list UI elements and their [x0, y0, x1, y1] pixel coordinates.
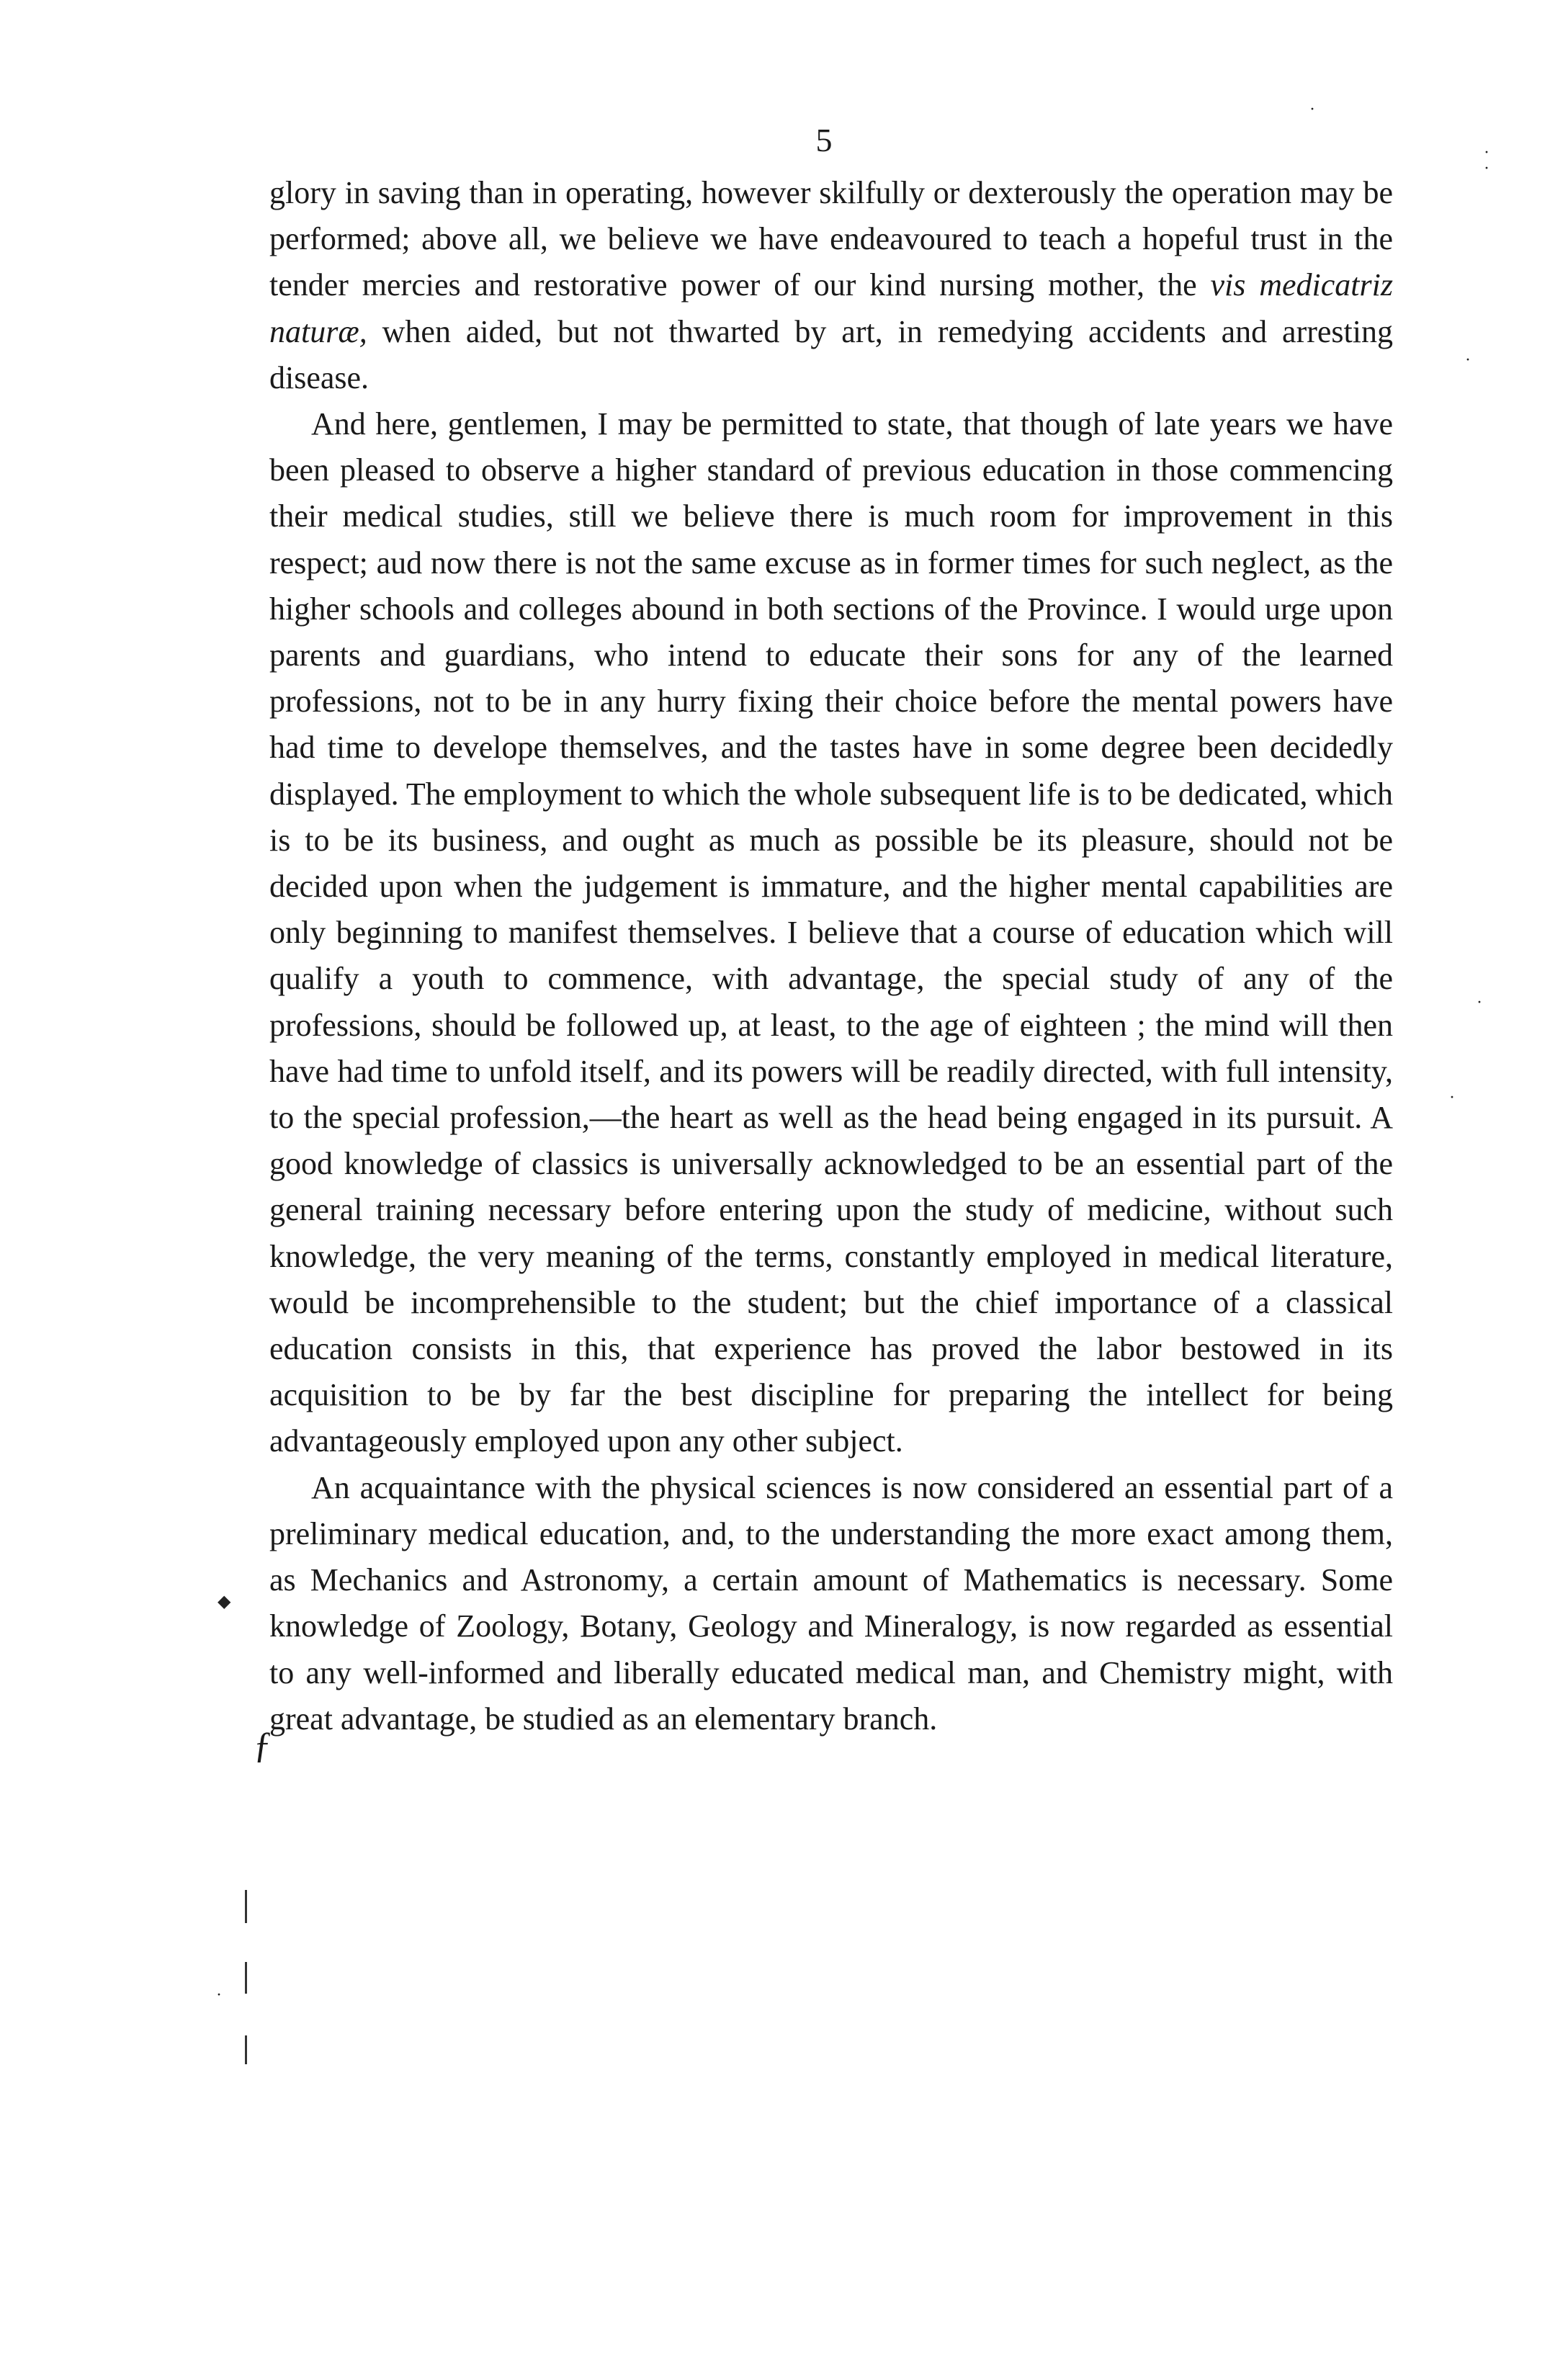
para3-text: An acquaintance with the physical sciences is now considered an essential part of a preliminary medical education, and, to the understanding the more exact among them, as Mechanics and Astronomy, a certain amount of Mathematics is necessary. Some knowledge of Zoology, Botany, Geology and Mineralogy, is now regarded as essential to any well-informed and liberally educated medical man, and Chemistry might, with great advantage, be studied as an elementary branch.	[269, 1469, 1393, 1737]
para1-text-a: glory in saving than in operating, however skilfully or dexterously the operation may be performed; above all, we believe we have endeavoured to teach a hopeful trust in the tender mercies and restorative power of our kind nursing mother, the	[269, 175, 1393, 303]
margin-speck: ◆	[218, 1592, 231, 1611]
body-text	[269, 170, 1393, 1742]
paragraph-3	[269, 1465, 1393, 1742]
margin-rule	[245, 1962, 247, 1994]
margin-speck: ·	[1465, 351, 1471, 369]
margin-speck: ·	[1484, 159, 1489, 178]
para2-text: And here, gentlemen, I may be permitted to state, that though of late years we have been pleased to observe a higher standard of previous education in those commencing their medical studies, still we believe there is much room for improvement in this respect; aud now there is not the same excuse as in former times for such neglect, as the higher schools and colleges abound in both sections of the Province. I would urge upon parents and guardians, who intend to educate their sons for any of the learned professions, not to be in any hurry fixing their choice before the mental powers have had time to develope themselves, and the tastes have in some degree been decidedly displayed. The employment to which the whole subsequent life is to be dedicated, which is to be its business, and ought as much as possible be its pleasure, should not be decided upon when the judgement is immature, and the higher mental capabilities are only beginning to manifest themselves. I believe that a course of education which will qualify a youth to commence, with advantage, the special study of any of the professions, should be followed up, at least, to the age of eighteen ; the mind will then have had time to unfold itself, and its powers will be readily directed, with full intensity, to the special profession,—the heart as well as the head being engaged in its pursuit. A good knowledge of classics is universally acknowledged to be an essential part of the general training necessary before entering upon the study of medicine, without such knowledge, the very meaning of the terms, constantly employed in medical literature, would be incomprehensible to the student; but the chief importance of a classical education consists in this, that experience has proved the labor bestowed in its acquisition to be by far the best discipline for preparing the intellect for being advantageously employed upon any other subject.	[269, 406, 1393, 1459]
paragraph-2	[269, 401, 1393, 1465]
margin-speck: ·	[1449, 1088, 1455, 1107]
para1-text-b: when aided, but not thwarted by art, in remedying accidents and arresting disease.	[269, 313, 1393, 395]
margin-rule	[245, 2035, 247, 2064]
margin-speck: ·	[1477, 993, 1482, 1012]
page-number: 5	[815, 122, 833, 158]
para1-latin-phrase: vis medicatriz naturæ,	[269, 267, 1394, 349]
margin-speck: ·	[1309, 100, 1315, 119]
paragraph-1	[269, 170, 1393, 401]
margin-rule	[245, 1890, 247, 1923]
margin-speck: ·	[1484, 143, 1489, 162]
margin-dagger-mark: ƒ	[254, 1725, 272, 1766]
margin-speck: ·	[216, 1986, 222, 2004]
